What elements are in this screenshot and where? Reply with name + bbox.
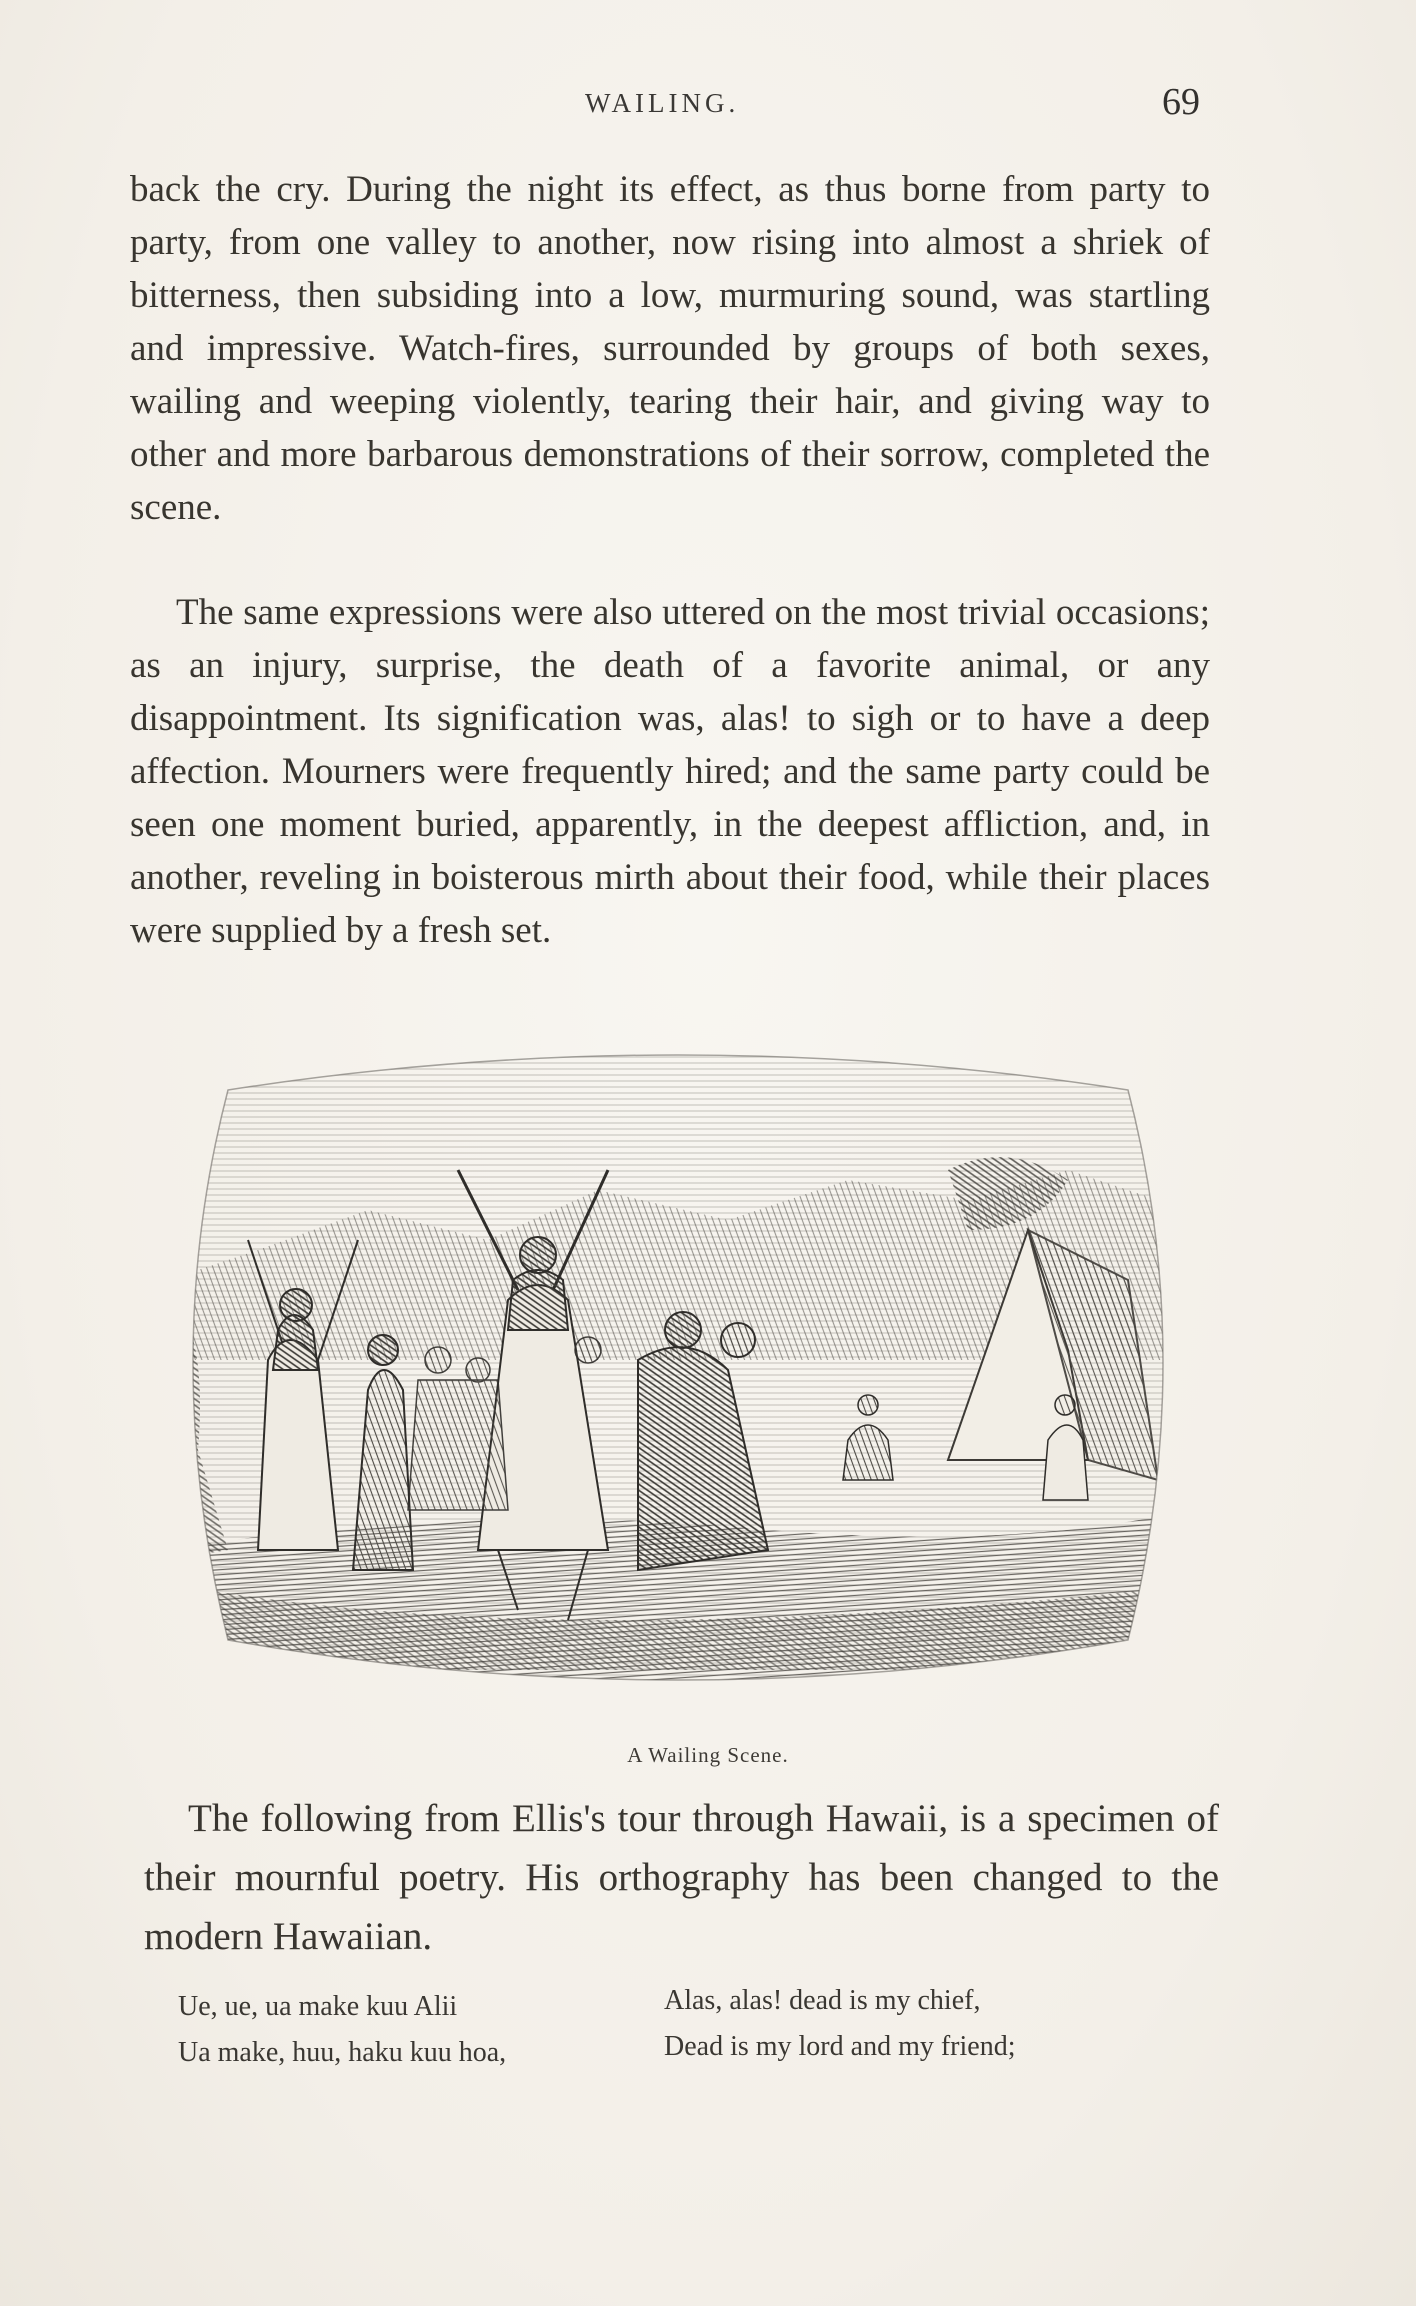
running-title: WAILING.	[585, 88, 740, 118]
paragraph-1	[130, 163, 1210, 534]
figure-caption: A Wailing Scene.	[627, 1743, 789, 1767]
verse-hawaiian	[178, 1984, 506, 2076]
verse-line: Ua make, huu, haku kuu hoa,	[178, 2037, 507, 2068]
paragraph-text: The same expressions were also uttered on the most trivial occasions; as an injury, surprise, the death of a favorite animal, or any disappointment. Its signification was, alas! to sigh or to have a deep affection. Mourners were frequently hired; and the same party could be seen one moment buried, apparently, in the deepest affliction, and, in another, reveling in boisterous mirth about their food, while their places were supplied by a fresh set.	[130, 592, 1210, 951]
verse-line: Ue, ue, ua make kuu Alii	[178, 1991, 458, 2022]
paragraph-text: back the cry. During the night its effect, as thus borne from party to party, from one valley to another, now rising into almost a shriek of bitterness, then subsiding into a low, murmuring sound, was startling and impressive. Watch-fires, surrounded by groups of both sexes, wailing and weeping violently, tearing their hair, and giving way to other and more barbarous demonstrations of their sorrow, completed the scene.	[130, 169, 1210, 528]
paragraph-3: The following from Ellis's tour through Hawaii, is a specimen of their mournful poetry. His orthography has been changed to the modern Hawaiian.	[144, 1797, 1219, 1958]
paragraph-2	[130, 586, 1210, 957]
page-number: 69	[1162, 81, 1200, 123]
wailing-scene-engraving	[168, 1030, 1188, 1700]
verse-english	[664, 1978, 1015, 2070]
verse-line: Dead is my lord and my friend;	[664, 2031, 1016, 2062]
verse-line: Alas, alas! dead is my chief,	[664, 1985, 981, 2016]
